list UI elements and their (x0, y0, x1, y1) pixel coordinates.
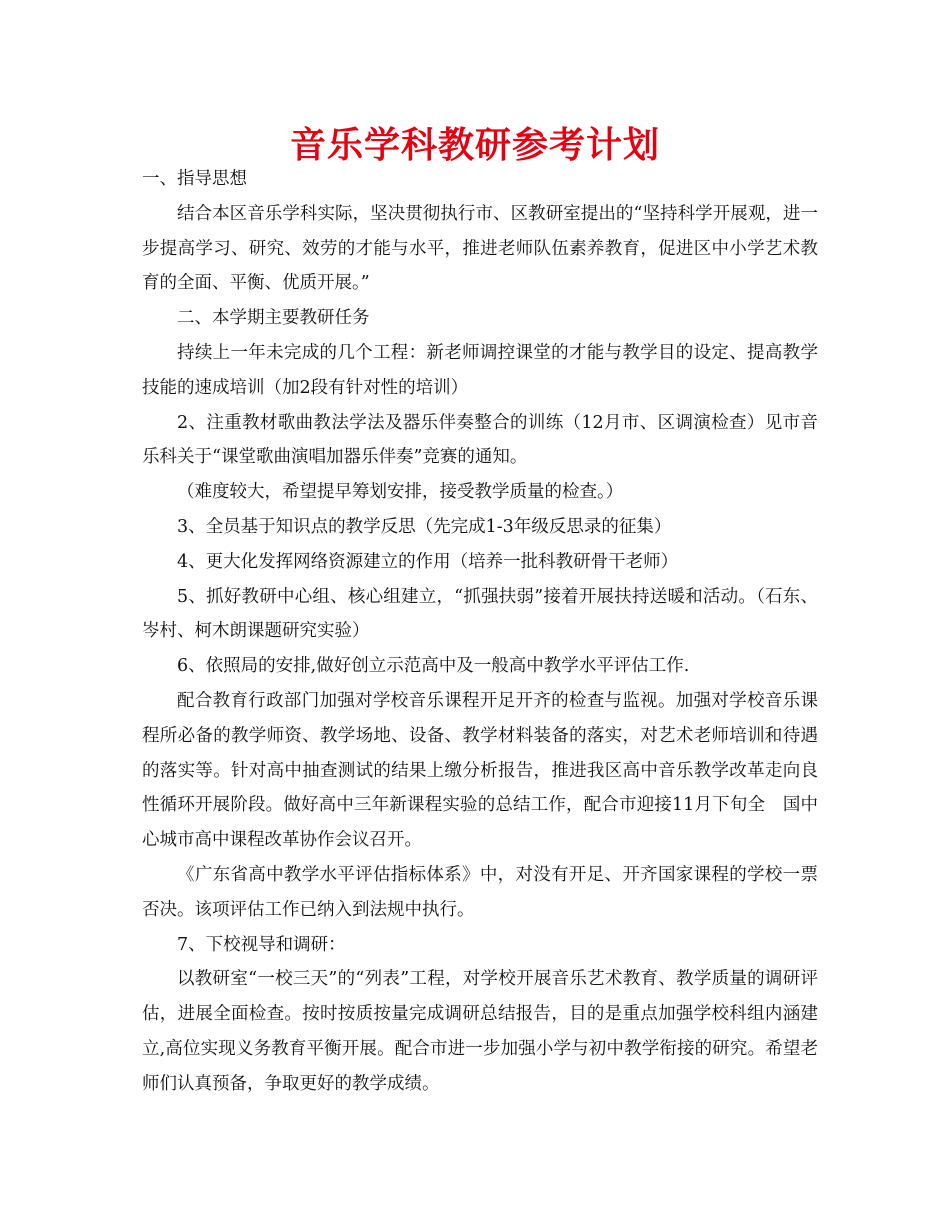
document-body (142, 162, 818, 1102)
paragraph-task-2-note: （难度较大，希望提早筹划安排，接受教学质量的检查。） (177, 482, 624, 503)
paragraph-task-4: 4、更大化发挥网络资源建立的作用（培养一批科教研骨干老师） (177, 551, 679, 572)
paragraph-task-3: 3、全员基于知识点的教学反思（先完成1-3年级反思录的征集） (177, 516, 672, 537)
paragraph-task-7-detail: 以教研室“一校三天”的“列表”工程，对学校开展音乐艺术教育、教学质量的调研评估，进展全面检查。按时按质按量完成调研总结报告，目的是重点加强学校科组内涵建立,高位实现义务教育平衡开展。配合市进一步加强小学与初中教学衔接的研究。希望老师们认真预备，争取更好的教学成绩。 (142, 969, 818, 1094)
paragraph-evaluation-system: 《广东省高中教学水平评估指标体系》中，对没有开足、开齐国家课程的学校一票否决。该项评估工作已纳入到法规中执行。 (142, 864, 818, 920)
paragraph-task-7: 7、下校视导和调研： (177, 934, 346, 955)
section-heading-main-tasks: 二、本学期主要教研任务 (177, 308, 370, 329)
paragraph-task-6-detail: 配合教育行政部门加强对学校音乐课程开足开齐的检查与监视。加强对学校音乐课程所必备的教学师资、教学场地、设备、教学材料装备的落实，对艺术老师培训和待遇的落实等。针对高中抽查测试的结果上缴分析报告，推进我区高中音乐教学改革走向良性循环开展阶段。做好高中三年新课程实验的总结工作，配合市迎接11月下旬全 国中心城市高中课程改革协作会议召开。 (142, 690, 818, 851)
section-heading-guiding-thought: 一、指导思想 (142, 169, 247, 189)
document-title: 音乐学科教研参考计划 (289, 125, 660, 166)
paragraph-task-2: 2、注重教材歌曲教法学法及器乐伴奏整合的训练（12月市、区调演检查）见市音乐科关于“课堂歌曲演唱加器乐伴奏”竞赛的通知。 (142, 412, 818, 468)
paragraph-guiding-thought: 结合本区音乐学科实际，坚决贯彻执行市、区教研室提出的“坚持科学开展观，进一步提高学习、研究、效劳的才能与水平，推进老师队伍素养教育，促进区中小学艺术教育的全面、平衡、优质开展。” (142, 203, 818, 294)
paragraph-task-1: 持续上一年未完成的几个工程：新老师调控课堂的才能与教学目的设定、提高教学技能的速成培训（加2段有针对性的培训） (142, 342, 818, 398)
paragraph-task-5: 5、抓好教研中心组、核心组建立，“抓强扶弱”接着开展扶持送暖和活动。（石东、岑村、柯木朗课题研究实验） (142, 586, 818, 642)
paragraph-task-6: 6、依照局的安排,做好创立示范高中及一般高中教学水平评估工作. (177, 656, 690, 677)
